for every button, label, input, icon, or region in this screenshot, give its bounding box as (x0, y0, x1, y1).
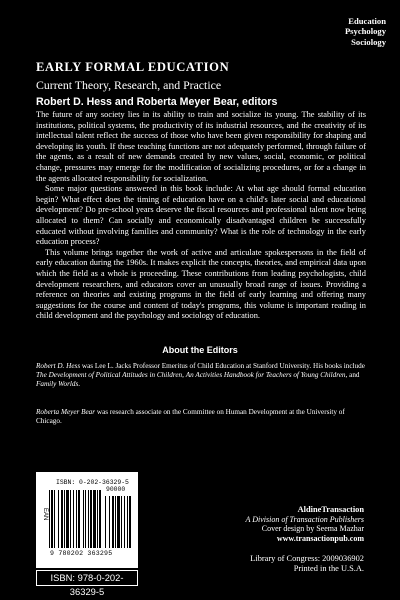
publisher-info (245, 505, 364, 543)
bio-hess-name: Robert D. Hess (36, 362, 81, 370)
barcode-addon-bar (109, 496, 110, 548)
barcode-bar (64, 490, 65, 548)
barcode-bar (97, 490, 98, 548)
ean-label: EAN (42, 508, 48, 521)
barcode-isbn-10: ISBN: 0-202-36329-5 (56, 479, 129, 486)
barcode-bar (78, 490, 80, 548)
barcode-bar (93, 490, 96, 548)
subject-psychology: Psychology (344, 26, 386, 37)
barcode-addon-bar (129, 496, 131, 548)
barcode-bar (49, 490, 50, 548)
barcode-bar (85, 490, 86, 548)
barcode-bar (73, 490, 74, 548)
barcode-bar (88, 490, 89, 548)
book-title: EARLY FORMAL EDUCATION (36, 60, 230, 74)
about-editors-heading: About the Editors (162, 345, 238, 355)
catalog-info (250, 554, 364, 574)
editor-bio-hess (36, 362, 366, 390)
barcode-bar (83, 490, 84, 548)
isbn-13-box: ISBN: 978-0-202-36329-5 (36, 570, 138, 586)
cover-design-credit: Cover design by Seema Mazhar (261, 524, 364, 534)
barcode-bar (66, 490, 69, 548)
book-editors: Robert D. Hess and Roberta Meyer Bear, editors (36, 96, 278, 108)
barcode-addon-bar (124, 496, 125, 548)
publisher-name: AldineTransaction (297, 505, 364, 514)
barcode-addon-bar (115, 496, 116, 548)
barcode-panel (36, 472, 138, 568)
bio-hess-book-1: The Development of Political Attitudes in Children (36, 371, 183, 380)
barcode-bar (90, 490, 92, 548)
book-description (36, 110, 366, 322)
description-paragraph-3: This volume brings together the work of active and articulate spokespersons in the field of early education during the 1960s. It makes explicit the concepts, theories, and empirical data upon which the field as a whole is proceeding. These contributions from leading psychologists, child development researchers, and educators cover an unusually broad range of issues. Providing a reference on theories and existing programs in the field of early learning and offering many suggestions for the course and content of today's programs, this volume is important reading in child development and the psychology and sociology of education. (36, 247, 366, 321)
barcode-addon-bar (127, 496, 128, 548)
barcode-bar (54, 490, 55, 548)
barcode-addon-bar (112, 496, 114, 548)
library-of-congress: Library of Congress: 2009036902 (250, 554, 364, 563)
barcode-bar (61, 490, 63, 548)
description-paragraph-2: Some major questions answered in this book include: At what age should formal education begin? What effect does the timing of education have on a child's later social and educational development? Do pre-school years deserve the fiscal resources and professional talent now being allocated to them? Can socially and economically disadvantaged children be successfully educated without involving families and community? What is the role of technology in the early education process? (36, 184, 366, 247)
bio-hess-end: . (78, 380, 81, 389)
barcode-addon-bar (121, 496, 122, 548)
barcode-bar (99, 490, 101, 548)
bio-hess-and: , and (345, 371, 360, 380)
editor-bio-bear (36, 408, 366, 426)
barcode-addon-bar (105, 496, 106, 548)
bio-hess-text: was Lee L. Jacks Professor Emeritus of Child Education at Stanford University. His books include (80, 362, 365, 370)
printed-in: Printed in the U.S.A. (293, 564, 364, 573)
barcode-addon-bar (117, 496, 120, 548)
subject-education: Education (348, 16, 386, 26)
subject-categories (345, 16, 386, 47)
barcode-digits: 9 780202 363295 (50, 550, 113, 557)
bio-hess-book-2: An Activities Handbook for Teachers of Young Children (185, 371, 346, 380)
barcode-bar (51, 490, 53, 548)
book-subtitle: Current Theory, Research, and Practice (36, 78, 222, 92)
description-paragraph-1: The future of any society lies in its ability to train and socialize its young. The stability of its institutions, political systems, the productivity of its industrial resources, and the creativity of its intellectual talent reflect the success of those who have been given responsibility for shaping and developing its youth. If these teaching functions are not adequately performed, through failure of the agents, as a result of new demands created by new values, social, economic, or political change, pressures may emerge for the modification of socializing procedures, or for a change in the agents allocated responsibility for socialization. (36, 110, 366, 183)
barcode-bar (70, 490, 71, 548)
publisher-website: www.transactionpub.com (276, 533, 364, 543)
barcode-bar (58, 490, 59, 548)
bio-hess-sep: , (182, 371, 186, 380)
barcode-addon-digits: 90000 (106, 486, 126, 493)
bio-bear-name: Roberta Meyer Bear (36, 408, 96, 416)
publisher-division: A Division of Transaction Publishers (245, 514, 364, 524)
barcode-bar (76, 490, 77, 548)
bio-hess-book-3: Family Worlds (36, 380, 79, 389)
bio-bear-text: was research associate on the Committee on Human Development at the University of Chicago. (36, 408, 345, 426)
subject-sociology: Sociology (351, 36, 386, 47)
